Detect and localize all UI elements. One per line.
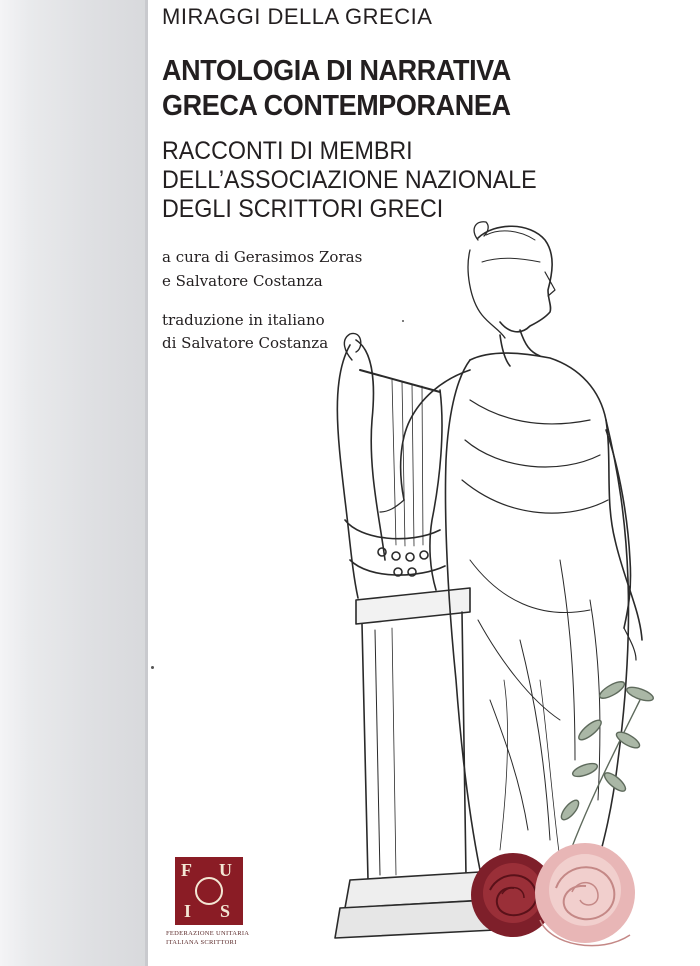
translation-line-1: traduzione in italiano xyxy=(162,311,325,329)
logo-caption-line-1: FEDERAZIONE UNITARIA xyxy=(166,930,250,937)
logo-letter-s: S xyxy=(220,901,231,921)
subtitle-line-2: DELL’ASSOCIAZIONE NAZIONALE xyxy=(162,166,537,194)
subtitle-line-3: DEGLI SCRITTORI GRECI xyxy=(162,195,444,223)
logo-letter-u: U xyxy=(219,860,232,880)
editors-line-1: a cura di Gerasimos Zoras xyxy=(162,248,363,266)
logo-letter-f: F xyxy=(181,860,192,880)
publisher-logo xyxy=(175,857,243,925)
muse-head xyxy=(468,222,555,366)
print-speck xyxy=(402,320,404,322)
logo-caption-line-2: ITALIANA SCRITTORI xyxy=(166,939,237,946)
pink-rose xyxy=(535,843,635,946)
subtitle-line-1: RACCONTI DI MEMBRI xyxy=(162,137,413,165)
logo-letter-i: I xyxy=(184,901,192,921)
book-title-line-1: ANTOLOGIA DI NARRATIVA xyxy=(162,55,511,87)
pedestal-column xyxy=(335,588,495,938)
translation-line-2: di Salvatore Costanza xyxy=(162,334,329,352)
editors-line-2: e Salvatore Costanza xyxy=(162,272,323,290)
series-title: MIRAGGI DELLA GRECIA xyxy=(162,4,433,29)
logo-crest-icon xyxy=(195,877,223,905)
book-title-line-2: GRECA CONTEMPORANEA xyxy=(162,90,511,122)
print-speck xyxy=(151,666,154,669)
lyre xyxy=(337,333,445,598)
